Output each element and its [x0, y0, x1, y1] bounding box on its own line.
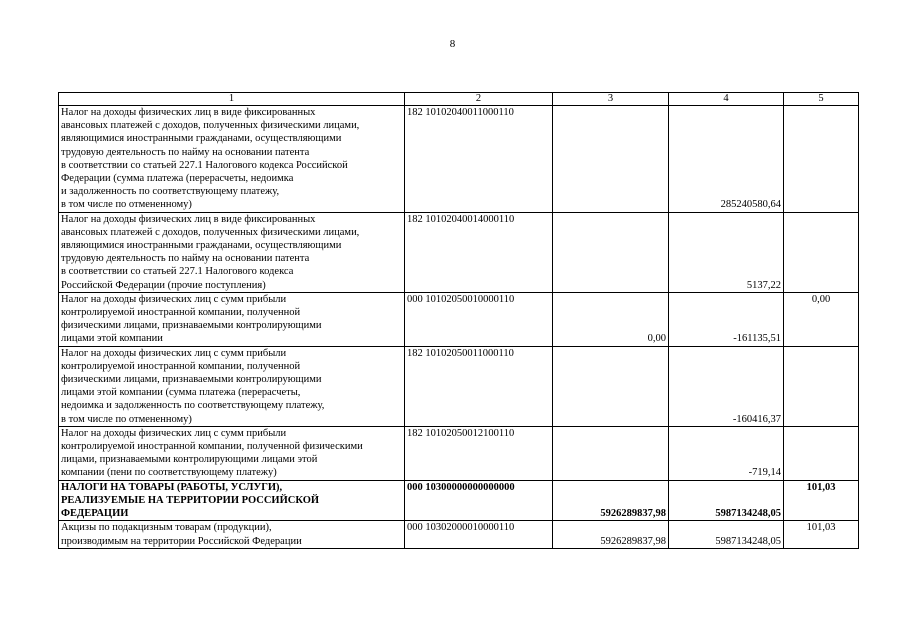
row-col5-cell: [784, 346, 859, 426]
row-col4-cell: -160416,37: [669, 346, 784, 426]
row-col4-cell: 5987134248,05: [669, 480, 784, 521]
row-code-cell: 182 10102050011000110: [405, 346, 553, 426]
row-name-cell: НАЛОГИ НА ТОВАРЫ (РАБОТЫ, УСЛУГИ), РЕАЛИЗУЕМЫЕ НА ТЕРРИТОРИИ РОССИЙСКОЙ ФЕДЕРАЦИИ: [59, 480, 405, 521]
row-col3-cell: 0,00: [553, 292, 669, 346]
table-row: [59, 106, 859, 213]
row-col3-cell: [553, 346, 669, 426]
row-col3-cell: [553, 106, 669, 213]
row-col5-cell: [784, 212, 859, 292]
row-code-cell: 182 10102040014000110: [405, 212, 553, 292]
row-col5-cell: [784, 106, 859, 213]
row-col3-cell: [553, 212, 669, 292]
row-col4-cell: 285240580,64: [669, 106, 784, 213]
row-code-cell: 182 10102050012100110: [405, 426, 553, 480]
table-row: [59, 521, 859, 548]
table-row: [59, 292, 859, 346]
table-row: [59, 480, 859, 521]
row-col3-cell: 5926289837,98: [553, 480, 669, 521]
row-col4-cell: 5987134248,05: [669, 521, 784, 548]
row-code-cell: 000 10302000010000110: [405, 521, 553, 548]
row-name-cell: Налог на доходы физических лиц с сумм прибыли контролируемой иностранной компании, полученной физическими лицами, признаваемыми контролирующими лицами этой компании: [59, 292, 405, 346]
row-name-cell: Налог на доходы физических лиц с сумм прибыли контролируемой иностранной компании, полученной физическими лицами, признаваемыми контролирующими лицами этой компании (пени по соответствующему платежу): [59, 426, 405, 480]
row-col4-cell: -161135,51: [669, 292, 784, 346]
row-name-cell: Налог на доходы физических лиц в виде фиксированных авансовых платежей с доходов, полученных физическими лицами, являющимися иностранными гражданами, осуществляющими трудовую деятельность по найму на основании патента в соответствии со статьей 227.1 Налогового кодекса Российской Федерации (сумма платежа (перерасчеты, недоимка и задолженность по соответствующему платежу, в том числе по отмененному): [59, 106, 405, 213]
table-row: [59, 212, 859, 292]
row-col4-cell: -719,14: [669, 426, 784, 480]
row-col3-cell: 5926289837,98: [553, 521, 669, 548]
row-col5-cell: 101,03: [784, 521, 859, 548]
row-name-cell: Акцизы по подакцизным товарам (продукции), производимым на территории Российской Федерации: [59, 521, 405, 548]
page-number: 8: [449, 38, 456, 50]
header-col-1: 1: [59, 93, 405, 106]
row-code-cell: 000 10102050010000110: [405, 292, 553, 346]
row-code-cell: 000 10300000000000000: [405, 480, 553, 521]
header-col-4: 4: [669, 93, 784, 106]
header-row: [59, 93, 859, 106]
header-col-5: 5: [784, 93, 859, 106]
row-name-cell: Налог на доходы физических лиц с сумм прибыли контролируемой иностранной компании, полученной физическими лицами, признаваемыми контролирующими лицами этой компании (сумма платежа (перерасчеты, недоимка и задолженность по соответствующему платежу, в том числе по отмененному): [59, 346, 405, 426]
header-col-2: 2: [405, 93, 553, 106]
table-row: [59, 426, 859, 480]
row-col4-cell: 5137,22: [669, 212, 784, 292]
row-col5-cell: [784, 426, 859, 480]
table-row: [59, 346, 859, 426]
row-col3-cell: [553, 426, 669, 480]
header-col-3: 3: [553, 93, 669, 106]
row-col5-cell: 101,03: [784, 480, 859, 521]
row-col5-cell: 0,00: [784, 292, 859, 346]
row-code-cell: 182 10102040011000110: [405, 106, 553, 213]
row-name-cell: Налог на доходы физических лиц в виде фиксированных авансовых платежей с доходов, полученных физическими лицами, являющимися иностранными гражданами, осуществляющими трудовую деятельность по найму на основании патента в соответствии со статьей 227.1 Налогового кодекса Российской Федерации (прочие поступления): [59, 212, 405, 292]
revenue-table: [58, 92, 859, 549]
